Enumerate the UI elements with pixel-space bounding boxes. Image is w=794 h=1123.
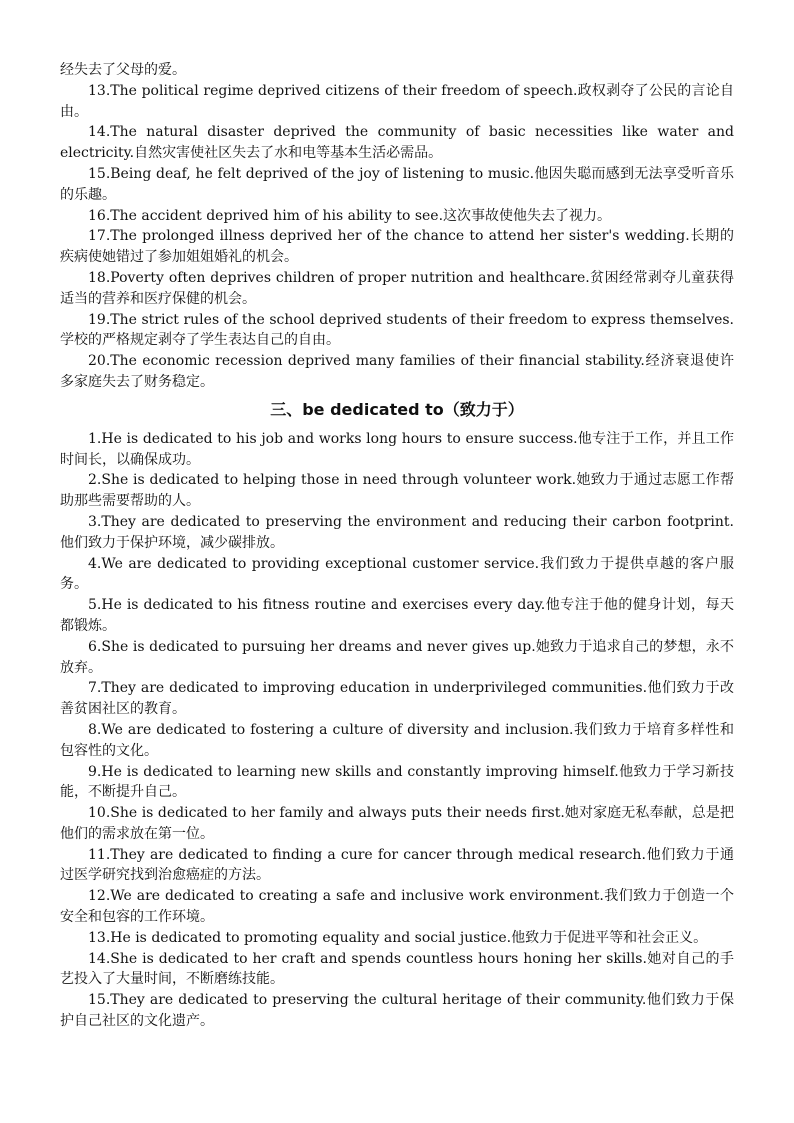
sentence-14: 14.The natural disaster deprived the community of basic necessities like water and electricity.自然灾害使社区失去了水和电等基本生活必需品。 — [60, 124, 734, 162]
section-title: 三、be dedicated to（致力于） — [270, 399, 524, 419]
dedicated-sentence-11: 11.They are dedicated to finding a cure for cancer through medical research.他们致力于通过医学研究找到治愈癌症的方法。 — [60, 846, 734, 884]
dedicated-sentence-1: 1.He is dedicated to his job and works long hours to ensure success.他专注于工作，并且工作时间长，以确保成功。 — [60, 430, 734, 468]
sentence-18: 18.Poverty often deprives children of proper nutrition and healthcare.贫困经常剥夺儿童获得适当的营养和医疗保健的机会。 — [60, 269, 734, 307]
dedicated-sentence-6: 6.She is dedicated to pursuing her dreams and never gives up.她致力于追求自己的梦想，永不放弃。 — [60, 638, 734, 676]
sentence-15: 15.Being deaf, he felt deprived of the joy of listening to music.他因失聪而感到无法享受听音乐的乐趣。 — [60, 165, 734, 203]
dedicated-sentence-15: 15.They are dedicated to preserving the cultural heritage of their community.他们致力于保护自己社区的文化遗产。 — [60, 992, 734, 1030]
dedicated-sentence-2: 2.She is dedicated to helping those in need through volunteer work.她致力于通过志愿工作帮助那些需要帮助的人。 — [60, 472, 734, 510]
dedicated-sentence-9: 9.He is dedicated to learning new skills and constantly improving himself.他致力于学习新技能，不断提升自己。 — [60, 763, 734, 801]
dedicated-sentence-7: 7.They are dedicated to improving education in underprivileged communities.他们致力于改善贫困社区的教育。 — [60, 680, 734, 718]
dedicated-sentence-4: 4.We are dedicated to providing exceptional customer service.我们致力于提供卓越的客户服务。 — [60, 555, 734, 593]
dedicated-sentence-10: 10.She is dedicated to her family and always puts their needs first.她对家庭无私奉献，总是把他们的需求放在第一位。 — [60, 805, 734, 842]
sentence-13: 13.The political regime deprived citizens of their freedom of speech.政权剥夺了公民的言论自由。 — [60, 82, 734, 120]
dedicated-sentence-3: 3.They are dedicated to preserving the environment and reducing their carbon footprint.他们致力于保护环境，减少碳排放。 — [60, 513, 734, 551]
document-page — [60, 60, 734, 1032]
sentence-20: 20.The economic recession deprived many families of their financial stability.经济衰退使许多家庭失去了财务稳定。 — [60, 353, 734, 390]
dedicated-sentence-12: 12.We are dedicated to creating a safe and inclusive work environment.我们致力于创造一个安全和包容的工作环境。 — [60, 888, 734, 926]
sentence-17: 17.The prolonged illness deprived her of the chance to attend her sister's wedding.长期的疾病使她错过了参加姐姐婚礼的机会。 — [60, 228, 734, 266]
dedicated-sentence-14: 14.She is dedicated to her craft and spends countless hours honing her skills.她对自己的手艺投入了大量时间，不断磨练技能。 — [60, 950, 734, 988]
dedicated-sentence-13: 13.He is dedicated to promoting equality and social justice.他致力于促进平等和社会正义。 — [88, 929, 708, 946]
sentence-16: 16.The accident deprived him of his ability to see.这次事故使他失去了视力。 — [88, 207, 612, 224]
dedicated-sentence-5: 5.He is dedicated to his fitness routine and exercises every day.他专注于他的健身计划，每天都锻炼。 — [60, 597, 734, 634]
sentence-19: 19.The strict rules of the school deprived students of their freedom to express themselves.学校的严格规定剥夺了学生表达自己的自由。 — [60, 311, 734, 349]
intro-line: 经失去了父母的爱。 — [60, 62, 186, 78]
dedicated-sentence-8: 8.We are dedicated to fostering a culture of diversity and inclusion.我们致力于培育多样性和包容性的文化。 — [60, 721, 734, 759]
